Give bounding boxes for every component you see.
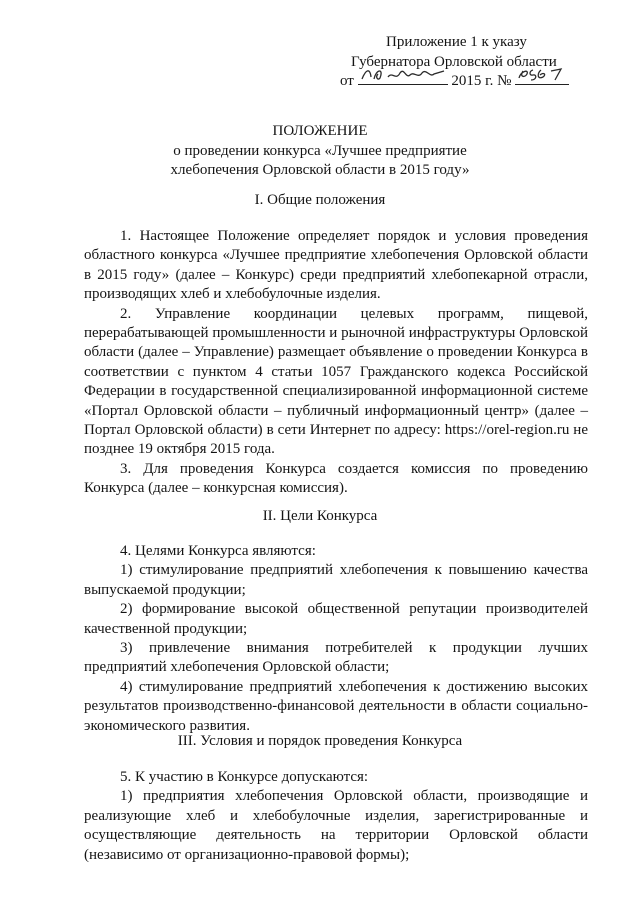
section-1-body: [84, 227, 588, 499]
paragraph-5: 5. К участию в Конкурсе допускаются:: [120, 769, 369, 785]
appendix-header: [336, 33, 626, 92]
paragraph-1: 1. Настоящее Положение определяет порядок и условия проведения областного конкурса «Лучшее предприятие хлебопечения Орловской области в 2015 году» (далее – Конкурс) среди предприятий хлебопекарной отрасли, производящих хлеб и хлебобулочные изделия.: [84, 228, 588, 303]
governor-line: Губернатора Орловской области: [351, 53, 557, 70]
section-2-body: [84, 542, 588, 736]
section-heading-1: I. Общие положения: [254, 192, 386, 208]
goal-item-3: 3) привлечение внимания потребителей к продукции лучших предприятий хлебопечения Орловской области;: [84, 640, 588, 676]
goal-item-1: 1) стимулирование предприятий хлебопечения к повышению качества выпускаемой продукции;: [84, 562, 588, 598]
document-subtitle-1: о проведении конкурса «Лучшее предприятие: [173, 143, 467, 159]
document-subtitle-2: хлебопечения Орловской области в 2015 году»: [170, 162, 470, 178]
goal-item-4: 4) стимулирование предприятий хлебопечения к достижению высоких результатов производственно-финансовой деятельности в области социально-экономического развития.: [84, 678, 588, 734]
participant-item-1: 1) предприятия хлебопечения Орловской области, производящие и реализующие хлеб и хлебобулочные изделия, зарегистрированные и осуществляющие деятельность на территории Орловской области (независимо от организационно-правовой формы);: [84, 788, 588, 863]
section-3-body: [84, 768, 588, 865]
section-heading-3: III. Условия и порядок проведения Конкурса: [177, 733, 463, 749]
handwritten-date: [358, 84, 448, 85]
paragraph-3: 3. Для проведения Конкурса создается комиссия по проведению Конкурса (далее – конкурсная комиссия).: [84, 460, 588, 497]
year-number-text: 2015 г. №: [451, 73, 512, 89]
date-prefix: от: [340, 73, 354, 89]
document-title: ПОЛОЖЕНИЕ: [272, 123, 368, 139]
paragraph-2: 2. Управление координации целевых программ, пищевой, перерабатывающей промышленности и рыночной инфраструктуры Орловской области (далее – Управление) размещает объявление о проведении Конкурса в соответствии с пунктом 4 статьи 1057 Гражданского кодекса Российской Федерации в государственной специализированной информационной системе «Портал Орловской области – публичный информационный центр» (далее – Портал Орловской области) в сети Интернет по адресу: https://orel-region.ru не позднее 19 октября 2015 года.: [84, 305, 588, 458]
paragraph-4: 4. Целями Конкурса являются:: [120, 543, 316, 559]
handwritten-number: [515, 84, 569, 85]
goal-item-2: 2) формирование высокой общественной репутации производителей качественной продукции;: [84, 601, 588, 637]
date-number-line: [336, 72, 626, 92]
section-heading-2: II. Цели Конкурса: [262, 508, 378, 524]
appendix-line: Приложение 1 к указу: [386, 34, 527, 50]
